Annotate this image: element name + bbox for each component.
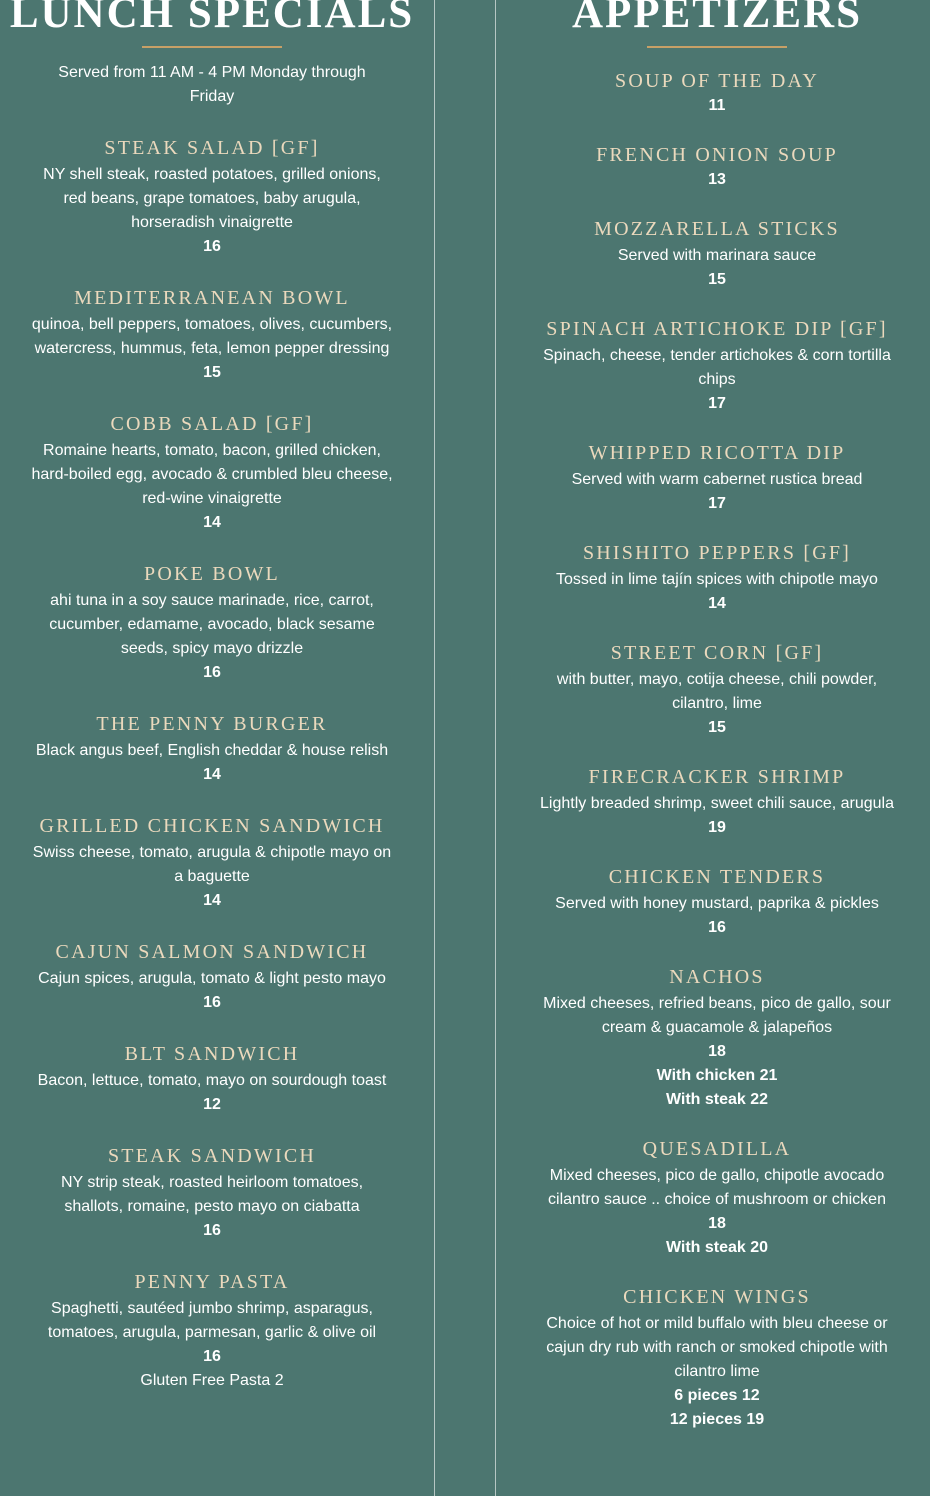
menu-item-description: Romaine hearts, tomato, bacon, grilled chicken, hard-boiled egg, avocado & crumbled bleu cheese, red-wine vinaigrette <box>31 442 393 507</box>
menu-item-price: 19 <box>708 819 726 836</box>
menu-item-price: 16 <box>203 1222 221 1239</box>
menu-item-price: 14 <box>708 595 726 612</box>
menu-item <box>500 964 930 1112</box>
menu-item <box>0 135 424 259</box>
menu-item-price: 14 <box>203 892 221 909</box>
menu-item-option-price: With steak 20 <box>665 1239 769 1256</box>
menu-item-description: Mixed cheeses, refried beans, pico de gallo, sour cream & guacamole & jalapeños <box>543 995 891 1036</box>
menu-item <box>0 1143 424 1243</box>
menu-item-description: Black angus beef, English cheddar & house relish <box>35 742 389 759</box>
menu-item-name: POKE BOWL <box>144 563 280 585</box>
menu-item-name: SHISHITO PEPPERS [GF] <box>582 542 852 564</box>
menu-item-name: FIRECRACKER SHRIMP <box>588 766 846 788</box>
menu-item-description: ahi tuna in a soy sauce marinade, rice, carrot, cucumber, edamame, avocado, black sesame seeds, spicy mayo drizzle <box>49 592 375 657</box>
menu-item-description: quinoa, bell peppers, tomatoes, olives, cucumbers, watercress, hummus, feta, lemon pepper dressing <box>31 316 393 357</box>
lunch-hours-text: Served from 11 AM - 4 PM Monday through Friday <box>58 64 366 105</box>
menu-item-name: MEDITERRANEAN BOWL <box>74 287 350 309</box>
menu-item-option-price: 6 pieces 12 <box>674 1387 760 1404</box>
menu-item-price: 18 <box>708 1215 726 1232</box>
menu-item-price: 14 <box>203 766 221 783</box>
menu-item-description: NY strip steak, roasted heirloom tomatoes, shallots, romaine, pesto mayo on ciabatta <box>60 1174 364 1215</box>
menu-item-price: 16 <box>708 919 726 936</box>
menu-item-price: 11 <box>708 97 726 114</box>
menu-item-name: CAJUN SALMON SANDWICH <box>55 941 369 963</box>
menu-item-description: Cajun spices, arugula, tomato & light pesto mayo <box>38 970 386 987</box>
menu-item <box>500 1136 930 1260</box>
menu-item-name: QUESADILLA <box>642 1138 792 1160</box>
menu-item-name: SOUP OF THE DAY <box>615 70 819 92</box>
menu-item-note: Gluten Free Pasta 2 <box>140 1372 284 1389</box>
menu-item <box>500 142 930 192</box>
column-divider-right <box>495 0 496 1496</box>
menu-item-name: CHICKEN TENDERS <box>608 866 826 888</box>
menu-item-option-price: With steak 22 <box>665 1091 769 1108</box>
menu-item <box>500 540 930 616</box>
menu-item-name: THE PENNY BURGER <box>96 713 328 735</box>
menu-item-price: 13 <box>708 171 726 188</box>
menu-item-price: 16 <box>203 238 221 255</box>
lunch-specials-title: LUNCH SPECIALS <box>9 0 415 37</box>
appetizers-column <box>500 0 930 1432</box>
menu-item <box>0 1269 424 1393</box>
menu-item-description: Bacon, lettuce, tomato, mayo on sourdough toast <box>37 1072 387 1089</box>
menu-item-name: FRENCH ONION SOUP <box>596 144 838 166</box>
menu-item <box>500 216 930 292</box>
menu-item <box>500 316 930 416</box>
menu-item-description: with butter, mayo, cotija cheese, chili powder, cilantro, lime <box>556 671 878 712</box>
menu-item <box>500 1284 930 1432</box>
menu-item-price: 15 <box>203 364 221 381</box>
menu-item-name: STEAK SALAD [GF] <box>104 137 320 159</box>
menu-item-description: Lightly breaded shrimp, sweet chili sauce, arugula <box>540 795 894 812</box>
menu-item-description: Tossed in lime tajín spices with chipotle mayo <box>556 571 878 588</box>
menu-item-description: Served with honey mustard, paprika & pickles <box>555 895 879 912</box>
menu-item-description: Choice of hot or mild buffalo with bleu cheese or cajun dry rub with ranch or smoked chipotle with cilantro lime <box>546 1315 888 1380</box>
menu-item <box>500 640 930 740</box>
menu-item-description: Served with marinara sauce <box>617 247 817 264</box>
menu-item <box>0 561 424 685</box>
appetizers-title: APPETIZERS <box>571 0 862 37</box>
menu-item-price: 16 <box>203 664 221 681</box>
menu-item <box>500 440 930 516</box>
menu-item-price: 17 <box>708 495 726 512</box>
menu-item-name: BLT SANDWICH <box>124 1043 300 1065</box>
menu-item-description: Swiss cheese, tomato, arugula & chipotle mayo on a baguette <box>32 844 392 885</box>
menu-item <box>500 864 930 940</box>
lunch-items-list <box>0 135 424 1393</box>
menu-item <box>0 711 424 787</box>
menu-item <box>0 813 424 913</box>
menu-item-name: NACHOS <box>669 966 765 988</box>
menu-item-price: 12 <box>203 1096 221 1113</box>
menu-item <box>0 285 424 385</box>
menu-item-option-price: 12 pieces 19 <box>669 1411 765 1428</box>
menu-item-price: 16 <box>203 1348 221 1365</box>
menu-item-description: Served with warm cabernet rustica bread <box>571 471 863 488</box>
menu-item-price: 15 <box>708 719 726 736</box>
column-divider-left <box>434 0 435 1496</box>
menu-item-description: Mixed cheeses, pico de gallo, chipotle avocado cilantro sauce .. choice of mushroom or chicken <box>548 1167 886 1208</box>
menu-item <box>500 68 930 118</box>
menu-item-name: PENNY PASTA <box>134 1271 290 1293</box>
menu-item <box>0 1041 424 1117</box>
menu-item-price: 17 <box>708 395 726 412</box>
menu-item-name: STREET CORN [GF] <box>610 642 824 664</box>
menu-item-name: WHIPPED RICOTTA DIP <box>588 442 846 464</box>
lunch-title-rule <box>142 46 282 48</box>
menu-item-price: 15 <box>708 271 726 288</box>
appetizers-title-rule <box>647 46 787 48</box>
menu-item <box>500 764 930 840</box>
menu-item-name: GRILLED CHICKEN SANDWICH <box>39 815 385 837</box>
menu-item-price: 14 <box>203 514 221 531</box>
menu-item-name: STEAK SANDWICH <box>107 1145 317 1167</box>
menu-item-description: NY shell steak, roasted potatoes, grilled onions, red beans, grape tomatoes, baby arugula, horseradish vinaigrette <box>43 166 381 231</box>
menu-item-name: COBB SALAD [GF] <box>110 413 314 435</box>
menu-item-name: MOZZARELLA STICKS <box>594 218 840 240</box>
menu-item-price: 18 <box>708 1043 726 1060</box>
menu-item-name: SPINACH ARTICHOKE DIP [GF] <box>546 318 888 340</box>
menu-item-description: Spaghetti, sautéed jumbo shrimp, asparagus, tomatoes, arugula, parmesan, garlic & olive oil <box>47 1300 377 1341</box>
lunch-specials-column <box>0 0 424 1393</box>
menu-item <box>0 411 424 535</box>
menu-item-description: Spinach, cheese, tender artichokes & corn tortilla chips <box>543 347 891 388</box>
menu-item-price: 16 <box>203 994 221 1011</box>
menu-item <box>0 939 424 1015</box>
appetizer-items-list <box>500 68 930 1432</box>
menu-item-name: CHICKEN WINGS <box>623 1286 811 1308</box>
menu-item-option-price: With chicken 21 <box>656 1067 778 1084</box>
